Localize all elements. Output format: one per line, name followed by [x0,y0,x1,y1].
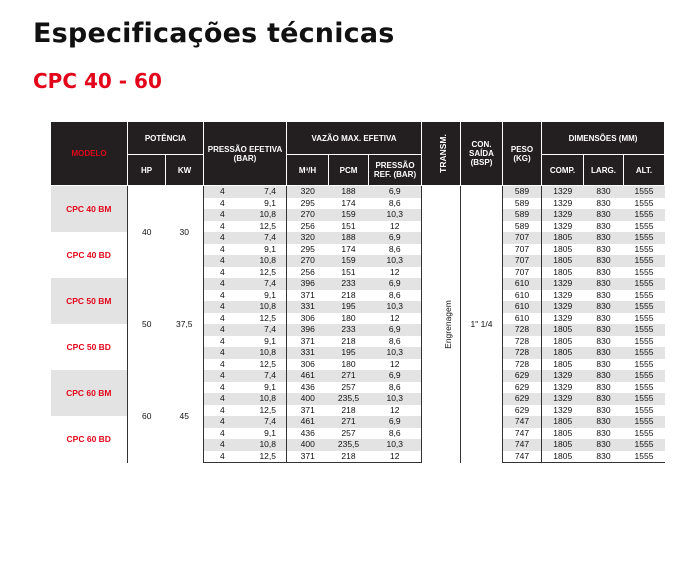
flow-m3h: 306 [287,359,329,371]
pressure-effective: 7,4 [221,416,287,428]
pressure-ref: 10,3 [369,439,422,451]
dimension-alt: 1555 [634,335,654,346]
dimension-alt: 1555 [634,220,654,231]
flow-m3h: 461 [287,416,329,428]
dimension-alt: 1555 [634,289,654,300]
dimension-alt: 1555 [624,451,665,463]
pressure-ref: 8,6 [369,244,422,256]
weight-value: 707 [503,244,542,256]
pressure-base: 4 [204,324,221,336]
weight-value: 610 [503,301,542,313]
pressure-ref: 10,3 [369,393,422,405]
dimension-larg: 830 [584,439,624,451]
pressure-ref: 8,6 [369,198,422,210]
dimension-larg: 830 [584,370,624,382]
flow-m3h: 256 [287,267,329,279]
page-title: Especificações técnicas [33,18,395,49]
pressure-ref: 10,3 [369,347,422,359]
header-con-saida: CON. SAÍDA (BSP) [461,122,503,186]
weight-value: 610 [503,313,542,325]
flow-m3h: 331 [287,347,329,359]
flow-pcm: 174 [341,197,356,208]
pressure-effective: 12,5 [259,358,276,369]
power-hp: 60 [128,370,166,463]
flow-pcm: 257 [341,427,356,438]
dimension-comp: 1329 [553,197,573,208]
pressure-ref: 12 [369,313,422,325]
dimension-comp: 1805 [553,335,573,346]
pressure-ref: 12 [369,221,422,233]
pressure-effective: 12,5 [259,266,276,277]
pressure-effective: 7,4 [221,186,287,198]
pressure-effective: 12,5 [259,312,276,323]
dimension-alt: 1555 [624,416,665,428]
model-name: CPC 50 BD [51,324,128,370]
weight-value: 589 [503,209,542,221]
dimension-comp: 1329 [553,312,573,323]
flow-m3h: 270 [287,209,329,221]
flow-pcm: 218 [341,404,356,415]
pressure-effective: 9,1 [264,197,276,208]
dimension-comp: 1805 [542,416,584,428]
dimension-comp: 1805 [553,266,573,277]
dimension-larg: 830 [584,451,624,463]
header-hp: HP [128,155,166,186]
dimension-alt: 1555 [634,243,654,254]
weight-value: 747 [503,439,542,451]
weight-value: 707 [503,232,542,244]
weight-value: 610 [503,290,542,302]
dimension-comp: 1805 [542,439,584,451]
pressure-base: 4 [204,232,221,244]
dimension-alt: 1555 [624,370,665,382]
spec-table-header [51,122,665,186]
flow-pcm: 271 [329,370,369,382]
dimension-comp: 1329 [553,220,573,231]
flow-m3h: 295 [287,198,329,210]
dimension-larg: 830 [596,266,611,277]
dimension-larg: 830 [596,427,611,438]
model-name: CPC 60 BM [51,370,128,416]
pressure-base: 4 [204,301,221,313]
dimension-alt: 1555 [634,312,654,323]
flow-pcm: 195 [329,301,369,313]
flow-pcm: 257 [341,381,356,392]
flow-m3h: 256 [287,221,329,233]
pressure-ref: 10,3 [369,209,422,221]
pressure-ref: 6,9 [369,278,422,290]
flow-pcm: 271 [329,416,369,428]
dimension-larg: 830 [584,209,624,221]
dimension-larg: 830 [596,289,611,300]
pressure-effective: 12,5 [221,451,287,463]
weight-value: 589 [503,186,542,198]
flow-pcm: 159 [329,255,369,267]
dimension-larg: 830 [584,324,624,336]
flow-pcm: 235,5 [329,393,369,405]
pressure-ref: 10,3 [369,301,422,313]
table-row [51,278,665,290]
flow-m3h: 320 [287,186,329,198]
dimension-comp: 1805 [553,427,573,438]
pressure-ref: 8,6 [369,382,422,394]
dimension-comp: 1329 [542,370,584,382]
weight-value: 629 [503,393,542,405]
transmission-value: Engrenagem [442,299,453,349]
weight-value: 728 [503,347,542,359]
pressure-effective: 9,1 [264,335,276,346]
transmission-cell [422,186,461,463]
weight-value: 629 [503,405,542,417]
flow-pcm: 218 [341,289,356,300]
dimension-larg: 830 [596,220,611,231]
dimension-larg: 830 [596,312,611,323]
dimension-larg: 830 [584,278,624,290]
pressure-base: 4 [220,220,225,231]
weight-value: 707 [503,267,542,279]
pressure-ref: 6,9 [369,416,422,428]
pressure-effective: 7,4 [221,370,287,382]
header-vazao: VAZÃO MAX. EFETIVA [287,122,422,155]
pressure-base: 4 [204,451,221,463]
dimension-comp: 1329 [553,404,573,415]
dimension-alt: 1555 [634,358,654,369]
flow-m3h: 306 [287,313,329,325]
model-name: CPC 40 BM [51,186,128,233]
header-alt: ALT. [624,155,665,186]
flow-pcm: 195 [329,347,369,359]
header-comp: COMP. [542,155,584,186]
spec-table-body [51,186,665,463]
pressure-effective: 12,5 [259,404,276,415]
pressure-base: 4 [204,439,221,451]
pressure-ref: 6,9 [369,232,422,244]
pressure-ref: 12 [369,405,422,417]
header-pcm: PCM [329,155,369,186]
dimension-comp: 1329 [553,289,573,300]
pressure-effective: 10,8 [221,439,287,451]
pressure-base: 4 [204,278,221,290]
dimension-larg: 830 [596,404,611,415]
pressure-effective: 7,4 [221,232,287,244]
weight-value: 589 [503,198,542,210]
pressure-base: 4 [204,347,221,359]
dimension-alt: 1555 [624,439,665,451]
dimension-comp: 1805 [542,324,584,336]
dimension-larg: 830 [584,416,624,428]
pressure-base: 4 [204,393,221,405]
header-pressao-ref: PRESSÃO REF. (BAR) [369,155,422,186]
pressure-effective: 10,8 [221,301,287,313]
pressure-base: 4 [204,255,221,267]
flow-m3h: 371 [287,290,329,302]
pressure-base: 4 [220,243,225,254]
header-peso: PESO (KG) [503,122,542,186]
pressure-base: 4 [220,266,225,277]
flow-m3h: 400 [287,439,329,451]
pressure-effective: 9,1 [264,427,276,438]
dimension-larg: 830 [584,232,624,244]
weight-value: 610 [503,278,542,290]
pressure-ref: 6,9 [369,324,422,336]
weight-value: 707 [503,255,542,267]
header-m3h: M³/H [287,155,329,186]
dimension-alt: 1555 [624,347,665,359]
pressure-base: 4 [204,209,221,221]
dimension-comp: 1805 [542,255,584,267]
dimension-alt: 1555 [624,324,665,336]
pressure-ref: 12 [369,267,422,279]
dimension-comp: 1329 [542,209,584,221]
model-name: CPC 60 BD [51,416,128,463]
dimension-larg: 830 [584,301,624,313]
pressure-ref: 8,6 [369,290,422,302]
flow-pcm: 233 [329,324,369,336]
flow-m3h: 270 [287,255,329,267]
power-kw: 30 [166,186,204,279]
flow-m3h: 331 [287,301,329,313]
pressure-ref: 6,9 [369,186,422,198]
dimension-alt: 1555 [634,266,654,277]
flow-pcm: 218 [329,451,369,463]
page-subtitle: CPC 40 - 60 [33,69,162,93]
flow-pcm: 180 [341,358,356,369]
dimension-alt: 1555 [624,278,665,290]
table-row [51,186,665,198]
pressure-effective: 10,8 [221,209,287,221]
dimension-alt: 1555 [624,209,665,221]
header-kw: KW [166,155,204,186]
flow-pcm: 188 [329,232,369,244]
dimension-alt: 1555 [624,232,665,244]
header-dimensoes: DIMENSÕES (MM) [542,122,665,155]
flow-m3h: 436 [287,428,329,440]
flow-m3h: 396 [287,278,329,290]
pressure-base: 4 [204,416,221,428]
weight-value: 728 [503,359,542,371]
flow-m3h: 396 [287,324,329,336]
power-hp: 50 [128,278,166,370]
pressure-ref: 10,3 [369,255,422,267]
pressure-base: 4 [220,404,225,415]
dimension-comp: 1329 [542,301,584,313]
pressure-effective: 10,8 [221,255,287,267]
header-larg: LARG. [584,155,624,186]
table-row [51,370,665,382]
dimension-alt: 1555 [624,301,665,313]
pressure-effective: 7,4 [221,278,287,290]
flow-m3h: 371 [287,336,329,348]
power-kw: 45 [166,370,204,463]
pressure-base: 4 [220,427,225,438]
pressure-effective: 9,1 [264,289,276,300]
dimension-larg: 830 [596,358,611,369]
pressure-base: 4 [220,312,225,323]
flow-m3h: 400 [287,393,329,405]
spec-table [50,121,665,463]
pressure-ref: 6,9 [369,370,422,382]
dimension-larg: 830 [584,393,624,405]
pressure-effective: 7,4 [221,324,287,336]
dimension-comp: 1805 [553,358,573,369]
dimension-comp: 1329 [542,278,584,290]
pressure-ref: 8,6 [369,336,422,348]
dimension-larg: 830 [596,243,611,254]
pressure-effective: 10,8 [221,393,287,405]
dimension-comp: 1805 [542,347,584,359]
pressure-effective: 9,1 [264,381,276,392]
dimension-larg: 830 [584,347,624,359]
flow-pcm: 188 [329,186,369,198]
weight-value: 728 [503,336,542,348]
pressure-base: 4 [220,358,225,369]
flow-pcm: 151 [341,220,356,231]
weight-value: 629 [503,382,542,394]
header-potencia: POTÊNCIA [128,122,204,155]
dimension-comp: 1329 [553,381,573,392]
power-kw: 37,5 [166,278,204,370]
power-hp: 40 [128,186,166,279]
dimension-comp: 1805 [542,232,584,244]
pressure-base: 4 [220,289,225,300]
pressure-base: 4 [204,370,221,382]
dimension-alt: 1555 [624,255,665,267]
flow-pcm: 180 [341,312,356,323]
flow-m3h: 295 [287,244,329,256]
pressure-effective: 9,1 [264,243,276,254]
flow-pcm: 233 [329,278,369,290]
flow-pcm: 151 [341,266,356,277]
flow-pcm: 174 [341,243,356,254]
dimension-larg: 830 [584,186,624,198]
header-modelo: MODELO [51,122,128,186]
dimension-larg: 830 [584,255,624,267]
weight-value: 747 [503,428,542,440]
header-pressao-efetiva: PRESSÃO EFETIVA (BAR) [204,122,287,186]
pressure-ref: 8,6 [369,428,422,440]
dimension-alt: 1555 [624,186,665,198]
pressure-base: 4 [220,335,225,346]
pressure-effective: 12,5 [259,220,276,231]
weight-value: 747 [503,416,542,428]
model-name: CPC 40 BD [51,232,128,278]
weight-value: 589 [503,221,542,233]
dimension-alt: 1555 [624,393,665,405]
weight-value: 728 [503,324,542,336]
header-transm-label: TRANSM. [437,134,448,173]
dimension-larg: 830 [596,197,611,208]
flow-m3h: 320 [287,232,329,244]
dimension-alt: 1555 [634,427,654,438]
header-transm [422,122,461,186]
flow-m3h: 461 [287,370,329,382]
flow-m3h: 371 [287,451,329,463]
dimension-alt: 1555 [634,197,654,208]
pressure-base: 4 [220,381,225,392]
pressure-effective: 10,8 [221,347,287,359]
flow-m3h: 371 [287,405,329,417]
pressure-base: 4 [204,186,221,198]
pressure-base: 4 [220,197,225,208]
weight-value: 629 [503,370,542,382]
dimension-comp: 1805 [542,451,584,463]
flow-pcm: 218 [341,335,356,346]
dimension-comp: 1805 [553,243,573,254]
dimension-alt: 1555 [634,381,654,392]
dimension-alt: 1555 [634,404,654,415]
dimension-larg: 830 [596,335,611,346]
dimension-larg: 830 [596,381,611,392]
flow-m3h: 436 [287,382,329,394]
pressure-ref: 12 [369,451,422,463]
flow-pcm: 235,5 [329,439,369,451]
dimension-comp: 1329 [542,186,584,198]
dimension-comp: 1329 [542,393,584,405]
flow-pcm: 159 [329,209,369,221]
model-name: CPC 50 BM [51,278,128,324]
weight-value: 747 [503,451,542,463]
pressure-ref: 12 [369,359,422,371]
connection-value: 1" 1/4 [461,186,503,463]
